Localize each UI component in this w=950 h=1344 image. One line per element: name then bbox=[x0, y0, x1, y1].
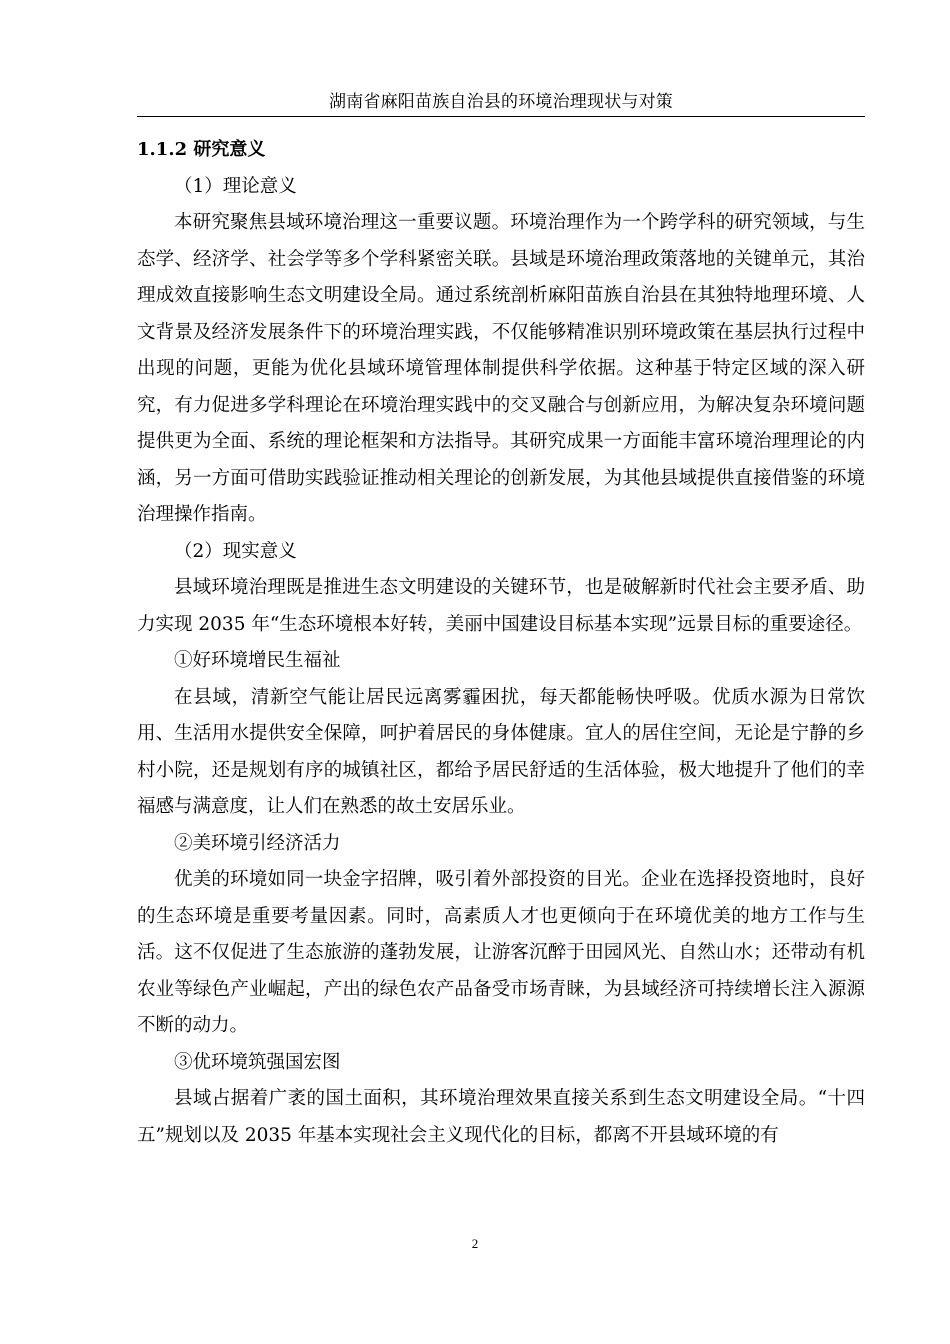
paragraph-theory: 本研究聚焦县域环境治理这一重要议题。环境治理作为一个跨学科的研究领域，与生态学、经济学、社会学等多个学科紧密关联。县域是环境治理政策落地的关键单元，其治理成效直接影响生态文明建设全局。通过系统剖析麻阳苗族自治县在其独特地理环境、人文背景及经济发展条件下的环境治理实践，不仅能够精准识别环境政策在基层执行过程中出现的问题，更能为优化县域环境管理体制提供科学依据。这种基于特定区域的深入研究，有力促进多学科理论在环境治理实践中的交叉融合与创新应用，为解决复杂环境问题提供更为全面、系统的理论框架和方法指导。其研究成果一方面能丰富环境治理理论的内涵，另一方面可借助实践验证推动相关理论的创新发展，为其他县域提供直接借鉴的环境治理操作指南。 bbox=[137, 212, 865, 525]
paragraph-nation: 县域占据着广袤的国土面积，其环境治理效果直接关系到生态文明建设全局。“十四五”规划以及 2035 年基本实现社会主义现代化的目标，都离不开县域环境的有 bbox=[137, 1088, 865, 1146]
subsection-heading-theory: （1）理论意义 bbox=[174, 175, 297, 197]
page-number: 2 bbox=[471, 1236, 479, 1251]
paragraph-practice: 县域环境治理既是推进生态文明建设的关键环节，也是破解新时代社会主要矛盾、助力实现 2035 年“生态环境根本好转，美丽中国建设目标基本实现”远景目标的重要途径。 bbox=[137, 577, 865, 635]
section-title: 1.1.2 研究意义 bbox=[137, 139, 266, 160]
paragraph-economy: 优美的环境如同一块金字招牌，吸引着外部投资的目光。企业在选择投资地时，良好的生态环境是重要考量因素。同时，高素质人才也更倾向于在环境优美的地方工作与生活。这不仅促进了生态旅游的蓬勃发展，让游客沉醉于田园风光、自然山水；还带动有机农业等绿色产业崛起，产出的绿色农产品备受市场青睐，为县域经济可持续增长注入源源不断的动力。 bbox=[137, 869, 865, 1036]
item-heading-economy: ②美环境引经济活力 bbox=[174, 832, 341, 854]
item-heading-nation: ③优环境筑强国宏图 bbox=[174, 1051, 341, 1073]
item-heading-livelihood: ①好环境增民生福祉 bbox=[174, 650, 341, 671]
body-content bbox=[137, 132, 865, 1154]
paragraph-livelihood: 在县域，清新空气能让居民远离雾霾困扰，每天都能畅快呼吸。优质水源为日常饮用、生活用水提供安全保障，呵护着居民的身体健康。宜人的居住空间，无论是宁静的乡村小院，还是规划有序的城镇社区，都给予居民舒适的生活体验，极大地提升了他们的幸福感与满意度，让人们在熟悉的故土安居乐业。 bbox=[137, 686, 865, 817]
running-header: 湖南省麻阳苗族自治县的环境治理现状与对策 bbox=[137, 88, 865, 117]
subsection-heading-practice: （2）现实意义 bbox=[174, 540, 297, 562]
